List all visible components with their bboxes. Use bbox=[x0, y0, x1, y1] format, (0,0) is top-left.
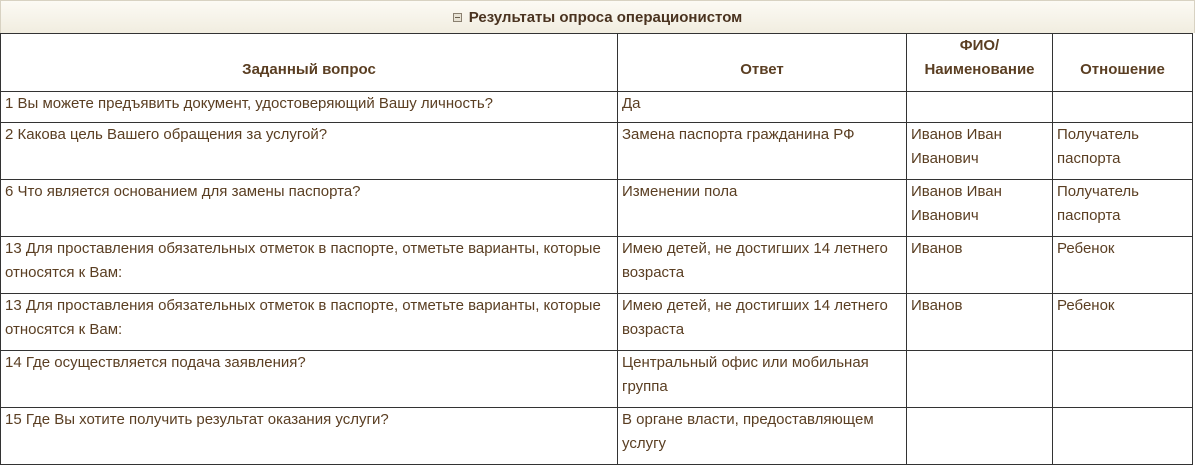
cell-answer: Имею детей, не достигших 14 летнего возраста bbox=[618, 237, 907, 294]
header-name-line1: ФИО/ bbox=[959, 37, 1000, 54]
panel-title: Результаты опроса операционистом bbox=[468, 8, 743, 26]
cell-question: 1 Вы можете предъявить документ, удостоверяющий Вашу личность? bbox=[1, 92, 618, 123]
cell-relation: Ребенок bbox=[1053, 237, 1193, 294]
cell-answer: Замена паспорта гражданина РФ bbox=[618, 123, 907, 180]
cell-name: Иванов Иван Иванович bbox=[907, 123, 1053, 180]
cell-question: 13 Для проставления обязательных отметок в паспорте, отметьте варианты, которые относятся к Вам: bbox=[1, 237, 618, 294]
table-row bbox=[1, 408, 1193, 465]
cell-answer: В органе власти, предоставляющем услугу bbox=[618, 408, 907, 465]
cell-question: 14 Где осуществляется подача заявления? bbox=[1, 351, 618, 408]
cell-answer: Да bbox=[618, 92, 907, 123]
table-row bbox=[1, 123, 1193, 180]
cell-name: Иванов bbox=[907, 294, 1053, 351]
cell-relation: Получатель паспорта bbox=[1053, 123, 1193, 180]
cell-name bbox=[907, 92, 1053, 123]
cell-answer: Центральный офис или мобильная группа bbox=[618, 351, 907, 408]
cell-question: 15 Где Вы хотите получить результат оказания услуги? bbox=[1, 408, 618, 465]
cell-relation bbox=[1053, 351, 1193, 408]
cell-question: 6 Что является основанием для замены паспорта? bbox=[1, 180, 618, 237]
results-table bbox=[0, 33, 1193, 465]
table-row bbox=[1, 180, 1193, 237]
cell-question: 2 Какова цель Вашего обращения за услугой? bbox=[1, 123, 618, 180]
collapse-icon[interactable] bbox=[453, 13, 462, 22]
cell-name: Иванов Иван Иванович bbox=[907, 180, 1053, 237]
table-header-row bbox=[1, 34, 1193, 92]
header-name bbox=[907, 34, 1053, 92]
table-row bbox=[1, 294, 1193, 351]
header-answer: Ответ bbox=[618, 34, 907, 92]
cell-name: Иванов bbox=[907, 237, 1053, 294]
cell-relation: Ребенок bbox=[1053, 294, 1193, 351]
header-question: Заданный вопрос bbox=[1, 34, 618, 92]
cell-question: 13 Для проставления обязательных отметок в паспорте, отметьте варианты, которые относятся к Вам: bbox=[1, 294, 618, 351]
cell-answer: Имею детей, не достигших 14 летнего возраста bbox=[618, 294, 907, 351]
table-row bbox=[1, 92, 1193, 123]
cell-name bbox=[907, 351, 1053, 408]
table-row bbox=[1, 237, 1193, 294]
cell-relation bbox=[1053, 92, 1193, 123]
cell-answer: Изменении пола bbox=[618, 180, 907, 237]
cell-relation: Получатель паспорта bbox=[1053, 180, 1193, 237]
cell-name bbox=[907, 408, 1053, 465]
header-name-line2: Наименование bbox=[924, 61, 1035, 78]
table-row bbox=[1, 351, 1193, 408]
panel-header[interactable] bbox=[0, 0, 1195, 33]
cell-relation bbox=[1053, 408, 1193, 465]
header-relation: Отношение bbox=[1053, 34, 1193, 92]
